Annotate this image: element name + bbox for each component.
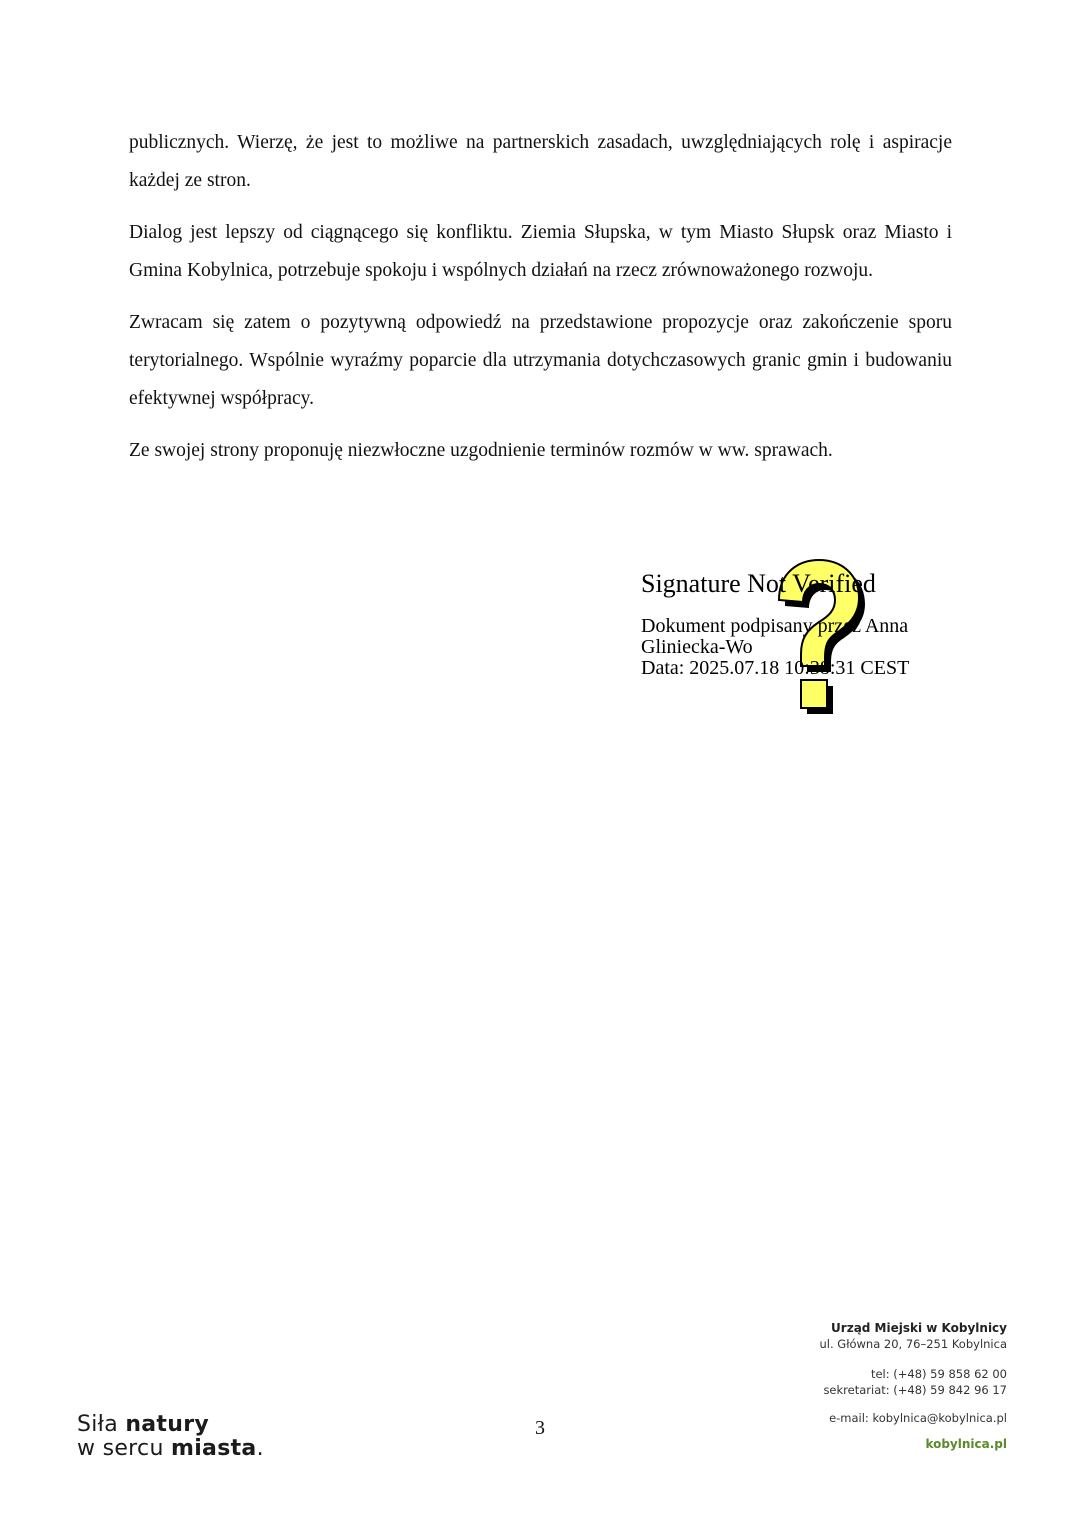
paragraph-1: publicznych. Wierzę, że jest to możliwe na partnerskich zasadach, uwzględniających rolę i aspiracje każdej ze stron. <box>129 132 952 191</box>
office-website[interactable]: kobylnica.pl <box>925 1437 1007 1451</box>
slogan-line2-bold: miasta <box>170 1436 257 1461</box>
signature-date: Data: 2025.07.18 10:38:31 CEST <box>641 657 910 679</box>
paragraph-3: Zwracam się zatem o pozytywną odpowiedź na przedstawione propozycje oraz zakończenie sporu terytorialnego. Wspólnie wyraźmy poparcie dla utrzymania dotychczasowych granic gmin i budowaniu efektywnej współpracy. <box>129 312 952 409</box>
office-email[interactable]: e-mail: kobylnica@kobylnica.pl <box>829 1411 1007 1425</box>
office-address: ul. Główna 20, 76–251 Kobylnica <box>819 1337 1007 1351</box>
slogan-period: . <box>256 1436 264 1461</box>
slogan-line1-regular: Siła <box>77 1412 126 1437</box>
letter-body <box>129 124 952 484</box>
paragraph-4: Ze swojej strony proponuję niezwłoczne uzgodnienie terminów rozmów w ww. sprawach. <box>129 440 833 461</box>
office-contact <box>820 1320 1008 1452</box>
signature-signer-line: Dokument podpisany przez Anna <box>641 615 909 637</box>
signature-status: Signature Not Verified <box>641 569 876 598</box>
signature-details <box>641 616 971 679</box>
slogan-line1-bold: natury <box>125 1412 209 1437</box>
signature-signer-name-cont: Gliniecka-Wo <box>641 636 753 658</box>
slogan-line2-regular: w sercu <box>77 1436 171 1461</box>
signature-block <box>641 566 971 679</box>
office-name: Urząd Miejski w Kobylnicy <box>831 1321 1007 1335</box>
paragraph-2: Dialog jest lepszy od ciągnącego się konfliktu. Ziemia Słupska, w tym Miasto Słupsk oraz Miasto i Gmina Kobylnica, potrzebuje spokoju i wspólnych działań na rzecz zrównoważonego rozwoju. <box>129 222 952 281</box>
page-number: 3 <box>535 1417 545 1439</box>
office-phone: tel: (+48) 59 858 62 00 <box>870 1367 1007 1381</box>
office-secretariat: sekretariat: (+48) 59 842 96 17 <box>823 1383 1007 1397</box>
